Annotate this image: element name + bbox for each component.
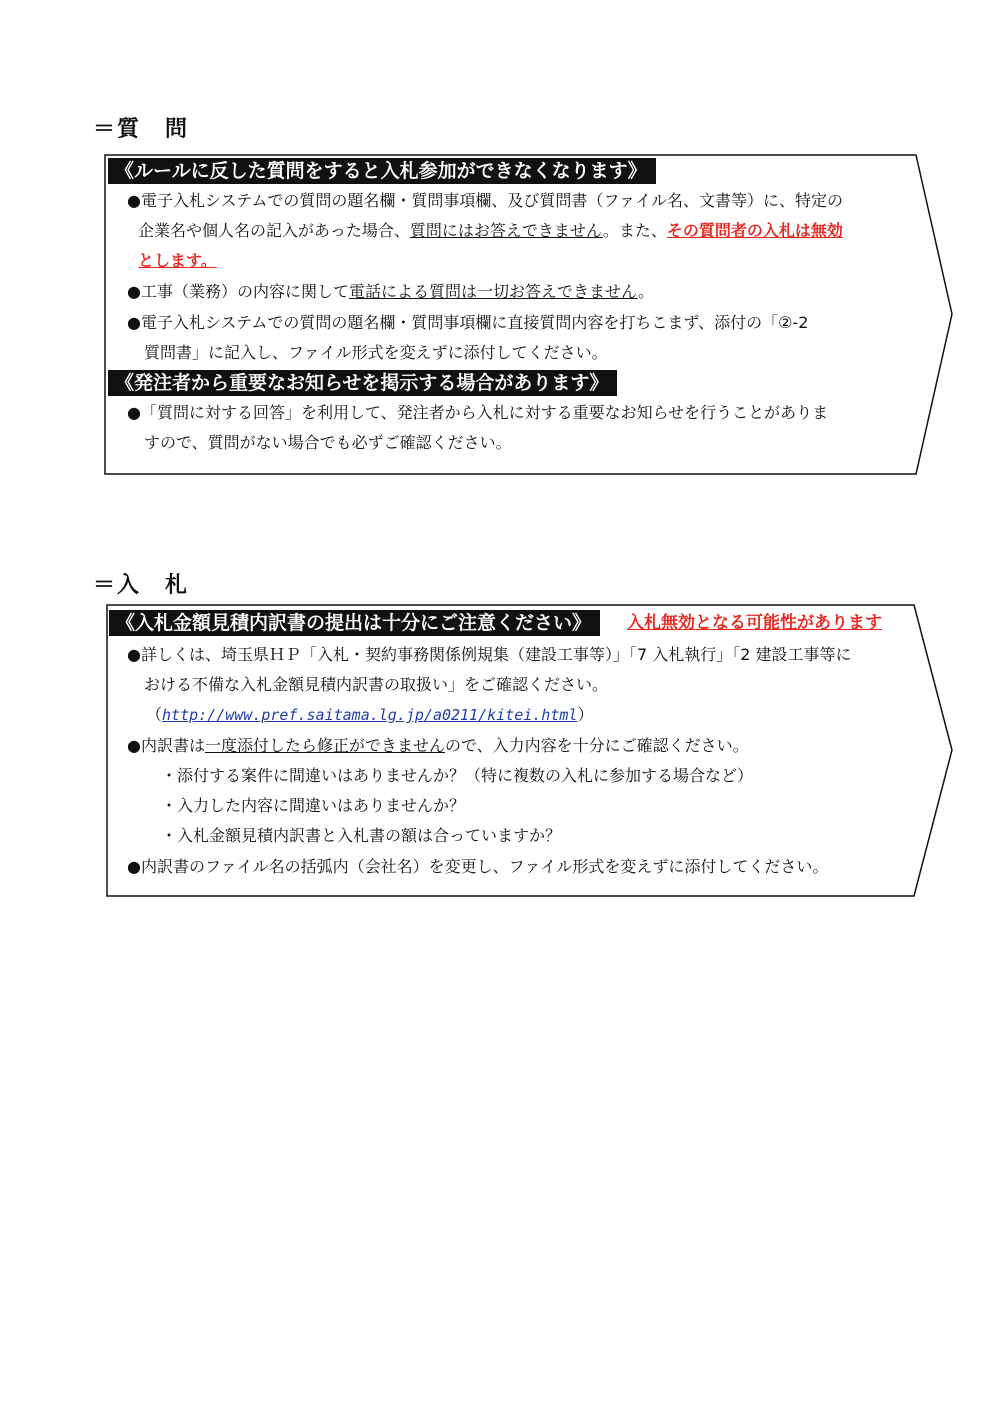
text-segment: 。また、: [602, 221, 667, 240]
paren-open: （: [146, 705, 163, 724]
bullet-check-answers-cont: すので、質問がない場合でも必ずご確認ください。: [144, 433, 512, 452]
reference-url-line: [146, 704, 593, 726]
check-item-input: ・入力した内容に間違いはありませんか？: [161, 796, 466, 815]
bullet-question-fields-end: [138, 250, 217, 272]
bullet-attach-question-form-cont: 質問書」に記入し、ファイル形式を変えずに添付してください。: [144, 343, 608, 362]
bullet-no-correction: [127, 735, 749, 757]
text-segment: ●工事（業務）の内容に関して: [127, 282, 349, 301]
bullet-attach-question-form: ●電子入札システムでの質問の題名欄・質問事項欄に直接質問内容を打ちこまず、添付の「②-2: [127, 313, 809, 332]
reference-url-link[interactable]: http://www.pref.saitama.lg.jp/a0211/kitei.html: [162, 706, 578, 724]
text-segment: 。: [637, 282, 654, 301]
section-heading-question: ＝質 問: [93, 117, 190, 142]
rule-violation-banner: 《ルールに反した質問をすると入札参加ができなくなります》: [108, 158, 656, 184]
paren-close: ）: [577, 705, 594, 724]
bullet-prefecture-hp: ●詳しくは、埼玉県ＨＰ「入札・契約事務関係例規集（建設工事等）」「7 入札執行」「2 建設工事等に: [127, 645, 852, 664]
check-item-amount: ・入札金額見積内訳書と入札書の額は合っていますか？: [161, 826, 562, 845]
text-segment: ●内訳書は: [127, 736, 205, 755]
invalid-possibility-warning: 入札無効となる可能性があります: [627, 613, 882, 633]
phone-no-answer-underline: 電話による質問は一切お答えできません: [348, 282, 638, 301]
breakdown-caution-banner: 《入札金額見積内訳書の提出は十分にご注意ください》: [109, 610, 600, 636]
text-segment: 企業名や個人名の記入があった場合、: [138, 221, 410, 240]
bullet-question-fields-cont: [138, 220, 843, 242]
no-answer-underline: 質問にはお答えできません: [409, 221, 603, 240]
check-item-case: ・添付する案件に間違いはありませんか？（特に複数の入札に参加する場合など）: [161, 766, 754, 785]
no-correction-underline: 一度添付したら修正ができません: [204, 736, 445, 755]
bullet-prefecture-hp-cont: おける不備な入札金額見積内訳書の取扱い」をご確認ください。: [144, 675, 609, 694]
text-segment: ので、入力内容を十分にご確認ください。: [444, 736, 749, 755]
bullet-check-answers: ●「質問に対する回答」を利用して、発注者から入札に対する重要なお知らせを行うことがありま: [127, 403, 829, 422]
question-notice-panel: [104, 154, 954, 476]
bullet-phone-questions: [127, 281, 654, 303]
important-notice-banner: 《発注者から重要なお知らせを掲示する場合があります》: [108, 370, 617, 396]
section-heading-bid: ＝入 札: [93, 573, 190, 598]
invalid-bid-warning-end: とします。: [138, 251, 217, 270]
invalid-bid-warning: その質問者の入札は無効: [666, 221, 843, 240]
bullet-question-fields: ●電子入札システムでの質問の題名欄・質問事項欄、及び質問書（ファイル名、文書等）に、特定の: [127, 191, 844, 210]
bullet-file-name: ●内訳書のファイル名の括弧内（会社名）を変更し、ファイル形式を変えずに添付してください。: [127, 857, 829, 876]
bid-notice-panel: [106, 604, 956, 898]
